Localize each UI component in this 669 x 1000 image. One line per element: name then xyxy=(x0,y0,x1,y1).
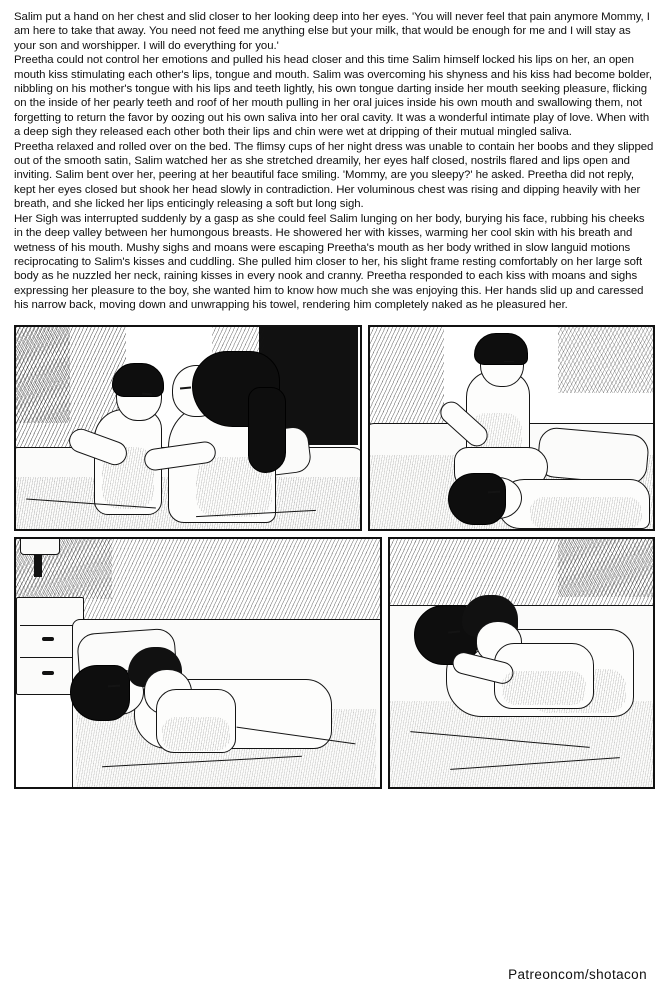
nightstand-drawer-line xyxy=(20,625,78,626)
drawer-handle xyxy=(42,637,54,641)
figure-boy-eye xyxy=(142,392,152,395)
story-text xyxy=(14,10,655,313)
figure-boy-shading xyxy=(162,717,230,751)
story-paragraph: Her Sigh was interrupted suddenly by a gasp as she could feel Salim lunging on her body, burying his face, rubbing his cheeks in the deep valley between her humongous breasts. He showered her with kisses, warming her cool skin with his breath and wetness of his mouth. Mushy sighs and moans were escaping Preetha's mouth as her body writhed in slow languid motions reciprocating to Salim's kisses and cuddling. She pulled him closer to her, his slight frame resting comfortably on her large soft body as he nuzzled her neck, raining kisses in every nook and cranny. Preetha responded to each kiss with moans and sighs expressing her pleasure to the boy, she wanted him to know how much she was enjoying this. Her hands slid up and caressed his narrow back, moving down and unwrapping his towel, rendering him completely naked as he pleasured her. xyxy=(14,212,645,312)
nightstand-drawer-line xyxy=(20,657,78,658)
figure-woman-eye xyxy=(180,386,191,389)
panel-row-top xyxy=(14,325,655,531)
comic-panel-2 xyxy=(368,325,655,531)
panel-row-bottom xyxy=(14,537,655,789)
story-paragraph: Preetha relaxed and rolled over on the bed. The flimsy cups of her night dress was unable to contain her boobs and they slipped out of the smooth satin, Salim watched her as she stretched dreamily, her eyes half closed, nostrils flared and lips open and inviting. Salim bent over her, peering at her beautiful face smiling. 'Mommy, are you sleepy?' he asked. Preetha did not reply, kept her eyes closed but shook her head slowly in contradiction. Her voluminous chest was rising and dipping heavily with her breath, and she licked her lips enticingly releasing a soft but long sigh. xyxy=(14,140,654,211)
comic-panel-3 xyxy=(14,537,382,789)
comic-panel-grid xyxy=(14,325,655,789)
pillow xyxy=(536,426,650,485)
wall-shading-dark xyxy=(558,539,653,597)
figure-woman-hair xyxy=(448,473,506,525)
figure-boy-hair xyxy=(112,363,164,397)
lamp-shade xyxy=(20,537,60,555)
comic-panel-4 xyxy=(388,537,655,789)
wall-shading-dark xyxy=(16,327,70,423)
story-paragraph: Preetha could not control her emotions and pulled his head closer and this time Salim himself locked his lips on her, an open mouth kiss stimulating each other's lips, tongue and mouth. Salim was overcoming his shyness and his kiss had become bolder, nibbling on his mother's tongue with his lips and teeth lightly, his own tongue darting inside her mouth seeking pleasure, flicking on the inside of her pearly teeth and roof of her mouth pulling in her oral juices inside his own mouth and swallowing them, not forgetting to return the favor by oozing out his own saliva into her oral cavity. It was a wonderful intimate play of love. When with a deep sigh they released each other both their lips and chin were wet at dripping of their mutual mingled saliva. xyxy=(14,54,652,139)
wall-shading-right xyxy=(558,327,653,393)
figure-boy-eye xyxy=(504,361,514,363)
figure-woman-eye xyxy=(488,490,500,492)
comic-panel-1 xyxy=(14,325,362,531)
story-paragraph: Salim put a hand on her chest and slid closer to her looking deep into her eyes. 'You will never feel that pain anymore Mommy, I am here to take that away. You need not feed me anything else but your milk, that would be enough for me and I will stay as your son and worshipper. I will do everything for you.' xyxy=(14,11,650,52)
figure-woman-eye xyxy=(108,684,120,686)
figure-boy-hair xyxy=(474,333,528,365)
figure-woman-hair xyxy=(70,665,130,721)
figure-woman-hair-length xyxy=(248,387,286,473)
drawer-handle xyxy=(42,671,54,675)
credit-footer: Patreoncom/shotacon xyxy=(508,967,647,982)
figure-boy-shading xyxy=(502,671,586,705)
figure-woman-shading xyxy=(530,497,642,529)
